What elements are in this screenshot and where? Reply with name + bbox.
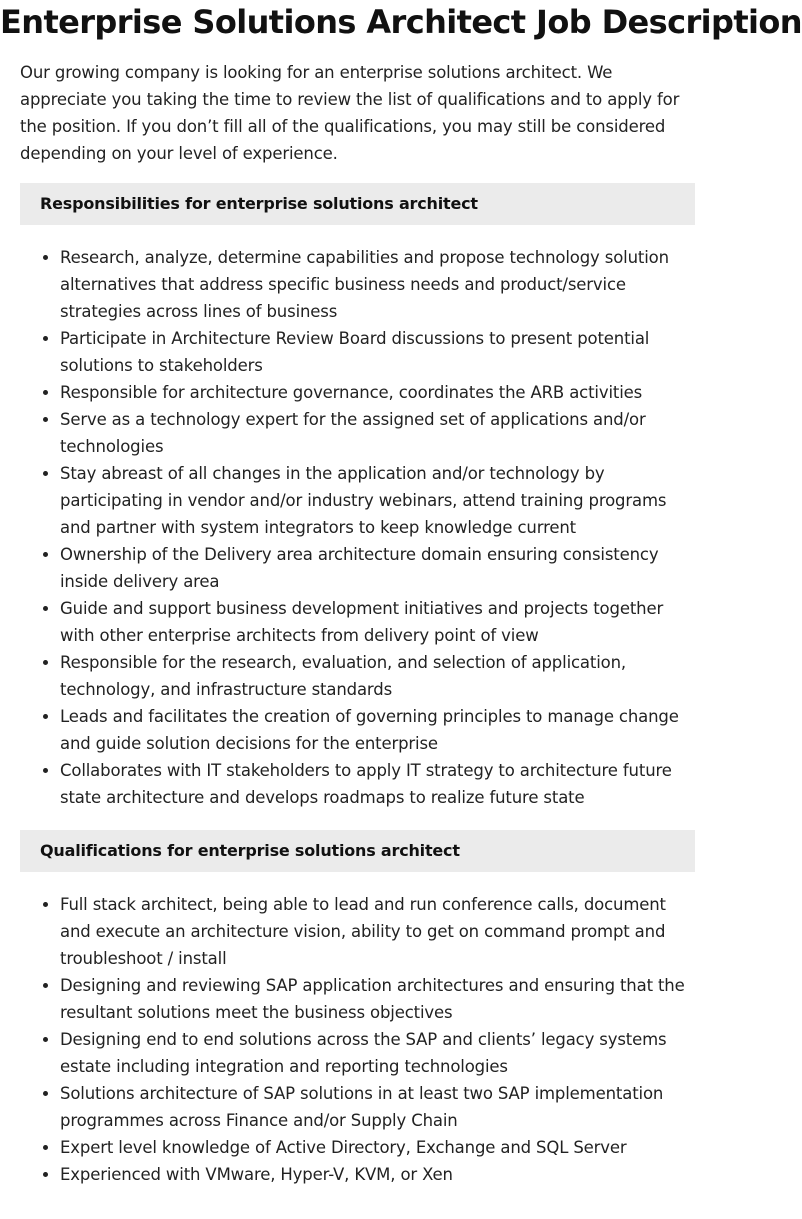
list-item: • Expert level knowledge of Active Directory, Exchange and SQL Server — [60, 1134, 700, 1161]
list-item: • Guide and support business development initiatives and projects together with other enterprise architects from delivery point of view — [60, 595, 690, 649]
responsibilities-heading: Responsibilities for enterprise solutions architect — [20, 183, 695, 225]
list-item: • Experienced with VMware, Hyper-V, KVM, or Xen — [60, 1161, 700, 1188]
list-item: • Responsible for the research, evaluation, and selection of application, technology, and infrastructure standards — [60, 649, 690, 703]
list-item: • Serve as a technology expert for the assigned set of applications and/or technologies — [60, 406, 690, 460]
list-item: • Research, analyze, determine capabilities and propose technology solution alternatives that address specific business needs and product/service strategies across lines of business — [60, 244, 690, 325]
page-title: Enterprise Solutions Architect Job Description — [0, 3, 802, 41]
responsibilities-list — [20, 244, 690, 811]
qualifications-list — [20, 891, 700, 1188]
list-item: • Participate in Architecture Review Board discussions to present potential solutions to stakeholders — [60, 325, 690, 379]
list-item: • Collaborates with IT stakeholders to apply IT strategy to architecture future state architecture and develops roadmaps to realize future state — [60, 757, 690, 811]
list-item: • Solutions architecture of SAP solutions in at least two SAP implementation programmes across Finance and/or Supply Chain — [60, 1080, 700, 1134]
list-item: • Designing end to end solutions across the SAP and clients’ legacy systems estate including integration and reporting technologies — [60, 1026, 700, 1080]
list-item: • Full stack architect, being able to lead and run conference calls, document and execute an architecture vision, ability to get on command prompt and troubleshoot / install — [60, 891, 700, 972]
list-item: • Stay abreast of all changes in the application and/or technology by participating in vendor and/or industry webinars, attend training programs and partner with system integrators to keep knowledge current — [60, 460, 690, 541]
intro-paragraph: Our growing company is looking for an enterprise solutions architect. We appreciate you taking the time to review the list of qualifications and to apply for the position. If you don’t fill all of the qualifications, you may still be considered depending on your level of experience. — [20, 63, 680, 163]
list-item: • Ownership of the Delivery area architecture domain ensuring consistency inside delivery area — [60, 541, 690, 595]
list-item: • Designing and reviewing SAP application architectures and ensuring that the resultant solutions meet the business objectives — [60, 972, 700, 1026]
list-item: • Responsible for architecture governance, coordinates the ARB activities — [60, 379, 690, 406]
list-item: • Leads and facilitates the creation of governing principles to manage change and guide solution decisions for the enterprise — [60, 703, 690, 757]
qualifications-heading: Qualifications for enterprise solutions architect — [20, 830, 695, 872]
